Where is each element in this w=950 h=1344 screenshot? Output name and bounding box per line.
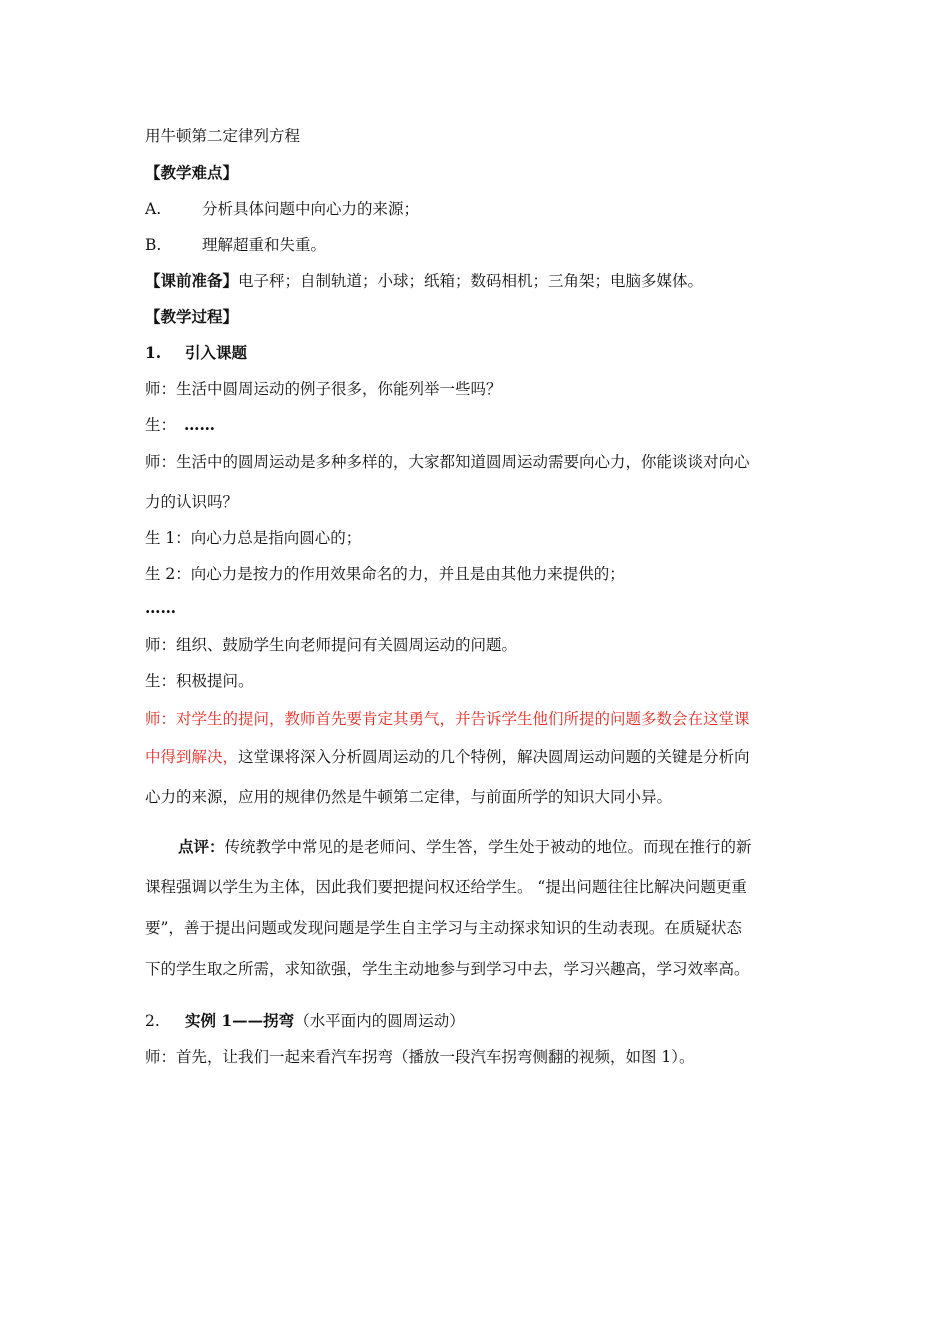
subsection-title: 实例 1——拐弯	[185, 1011, 295, 1030]
text-line: 力的认识吗？	[145, 493, 239, 511]
text-line: 师：首先，让我们一起来看汽车拐弯（播放一段汽车拐弯侧翻的视频，如图 1）。	[145, 1048, 695, 1066]
list-item-text: 理解超重和失重。	[202, 236, 327, 254]
text-line: 生：积极提问。	[145, 672, 254, 690]
highlighted-line: 师：对学生的提问，教师首先要肯定其勇气，并告诉学生他们所提的问题多数会在这堂课	[145, 710, 750, 728]
subsection-title: 引入课题	[185, 343, 248, 362]
text-line: 课程强调以学生为主体，因此我们要把提问权还给学生。 “提出问题往往比解决问题更重	[145, 878, 747, 896]
text-line: 下的学生取之所需，求知欲强，学生主动地参与到学习中去，学习兴趣高，学习效率高。	[145, 960, 750, 978]
list-item	[145, 198, 419, 220]
section-heading-preparation: 【课前准备】	[145, 271, 239, 290]
text-line: 师：组织、鼓励学生向老师提问有关圆周运动的问题。	[145, 636, 518, 654]
subsection-note: （水平面内的圆周运动）	[294, 1012, 465, 1030]
comment-label: 点评：	[178, 837, 225, 856]
list-item-text: 分析具体问题中向心力的来源；	[202, 200, 420, 218]
list-marker: A.	[145, 200, 162, 218]
list-marker: B.	[145, 236, 162, 254]
text-line: 中得到解决，这堂课将深入分析圆周运动的几个特例，解决圆周运动问题的关键是分析向	[145, 748, 750, 766]
comment-line: 点评：传统教学中常见的是老师问、学生答，学生处于被动的地位。而现在推行的新	[178, 837, 752, 856]
section-heading-process: 【教学过程】	[145, 307, 239, 326]
list-item	[145, 234, 326, 256]
section-heading-difficulty: 【教学难点】	[145, 163, 239, 182]
text-line: 生 1：向心力总是指向圆心的；	[145, 529, 362, 547]
preparation-line	[145, 270, 703, 292]
highlighted-text: 中得到解决，	[145, 748, 239, 766]
text-line: 生 2：向心力是按力的作用效果命名的力，并且是由其他力来提供的；	[145, 565, 625, 583]
subsection-number: 2.	[145, 1012, 160, 1030]
text-line: 生： ……	[145, 415, 216, 434]
text-line: ……	[145, 598, 176, 617]
preparation-text: 电子秤；自制轨道；小球；纸箱；数码相机；三角架；电脑多媒体。	[238, 272, 704, 290]
subsection-heading	[145, 1010, 465, 1032]
text-line: 心力的来源，应用的规律仍然是牛顿第二定律，与前面所学的知识大同小异。	[145, 788, 673, 806]
text-line: 师：生活中圆周运动的例子很多，你能列举一些吗？	[145, 380, 502, 398]
text-line: 要”，善于提出问题或发现问题是学生自主学习与主动探求知识的生动表现。在质疑状态	[145, 919, 742, 937]
text-line: 用牛顿第二定律列方程	[145, 127, 301, 145]
subsection-number: 1.	[145, 343, 162, 362]
text-line: 师：生活中的圆周运动是多种多样的，大家都知道圆周运动需要向心力，你能谈谈对向心	[145, 453, 750, 471]
subsection-heading	[145, 342, 247, 364]
